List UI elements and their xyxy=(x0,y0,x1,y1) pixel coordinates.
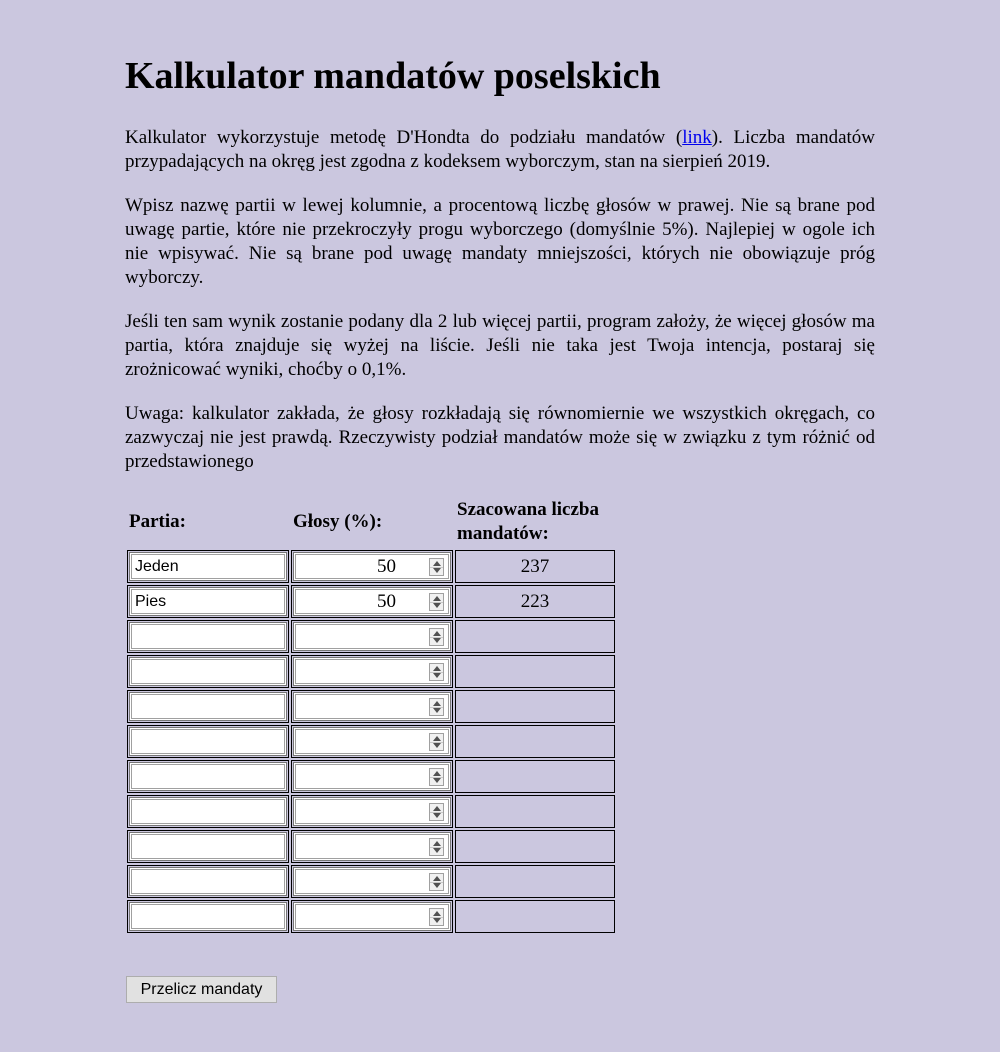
votes-cell xyxy=(291,900,453,933)
votes-cell xyxy=(291,585,453,618)
votes-cell xyxy=(291,760,453,793)
votes-cell xyxy=(291,550,453,583)
votes-cell xyxy=(291,690,453,723)
arrow-up-icon[interactable] xyxy=(433,841,441,846)
party-cell xyxy=(127,620,289,653)
party-name-input[interactable] xyxy=(129,762,287,791)
seats-result-cell xyxy=(455,900,615,933)
arrow-up-icon[interactable] xyxy=(433,736,441,741)
arrow-up-icon[interactable] xyxy=(433,561,441,566)
votes-number-input[interactable] xyxy=(293,622,451,651)
seats-result-cell xyxy=(455,620,615,653)
spinner-arrows-icon[interactable] xyxy=(429,803,444,821)
seats-result-cell xyxy=(455,655,615,688)
table-row xyxy=(127,550,615,583)
table-row xyxy=(127,690,615,723)
header-votes: Głosy (%): xyxy=(293,511,383,532)
table-header-row xyxy=(127,496,615,548)
seats-result-cell xyxy=(455,865,615,898)
arrow-down-icon[interactable] xyxy=(433,883,441,888)
table-row xyxy=(127,655,615,688)
arrow-up-icon[interactable] xyxy=(433,596,441,601)
spinner-arrows-icon[interactable] xyxy=(429,663,444,681)
spinner-arrows-icon[interactable] xyxy=(429,908,444,926)
spinner-arrows-icon[interactable] xyxy=(429,558,444,576)
party-name-input[interactable]: Pies xyxy=(129,587,287,616)
spinner-arrows-icon[interactable] xyxy=(429,873,444,891)
arrow-down-icon[interactable] xyxy=(433,603,441,608)
arrow-up-icon[interactable] xyxy=(433,806,441,811)
seats-result-cell xyxy=(455,760,615,793)
party-cell xyxy=(127,655,289,688)
votes-value: 50 xyxy=(377,555,396,577)
party-cell xyxy=(127,725,289,758)
party-name-input[interactable] xyxy=(129,692,287,721)
arrow-up-icon[interactable] xyxy=(433,701,441,706)
party-name-input[interactable] xyxy=(129,727,287,756)
party-name-input[interactable] xyxy=(129,902,287,931)
arrow-down-icon[interactable] xyxy=(433,638,441,643)
seats-result-cell xyxy=(455,690,615,723)
votes-cell xyxy=(291,830,453,863)
party-cell xyxy=(127,585,289,618)
intro-paragraph xyxy=(125,126,875,174)
spinner-arrows-icon[interactable] xyxy=(429,838,444,856)
seats-result-cell xyxy=(455,725,615,758)
arrow-up-icon[interactable] xyxy=(433,911,441,916)
votes-number-input[interactable] xyxy=(293,692,451,721)
calculate-button[interactable]: Przelicz mandaty xyxy=(126,976,277,1003)
votes-number-input[interactable] xyxy=(293,867,451,896)
arrow-down-icon[interactable] xyxy=(433,918,441,923)
party-cell xyxy=(127,900,289,933)
party-cell xyxy=(127,865,289,898)
arrow-down-icon[interactable] xyxy=(433,708,441,713)
party-name-input[interactable] xyxy=(129,797,287,826)
calculator-table xyxy=(125,494,617,935)
party-cell xyxy=(127,760,289,793)
arrow-down-icon[interactable] xyxy=(433,813,441,818)
ties-paragraph: Jeśli ten sam wynik zostanie podany dla 2 lub więcej partii, program założy, że więcej głosów ma partia, która znajduje się wyżej na liście. Jeśli nie taka jest Twoja intencja, postaraj się zrożnicować wyniki, choćby o 0,1%. xyxy=(125,311,875,380)
instructions-paragraph: Wpisz nazwę partii w lewej kolumnie, a procentową liczbę głosów w prawej. Nie są brane pod uwagę partie, które nie przekroczyły progu wyborczego (domyślnie 5%). Najlepiej w ogole ich nie wpisywać. Nie są brane pod uwagę mandaty mniejszości, których nie obowiązuje próg wyborczy. xyxy=(125,195,875,288)
arrow-down-icon[interactable] xyxy=(433,848,441,853)
table-row xyxy=(127,760,615,793)
votes-cell xyxy=(291,655,453,688)
table-row xyxy=(127,795,615,828)
table-row xyxy=(127,585,615,618)
spinner-arrows-icon[interactable] xyxy=(429,768,444,786)
votes-number-input[interactable] xyxy=(293,587,451,616)
votes-cell xyxy=(291,795,453,828)
warning-paragraph: Uwaga: kalkulator zakłada, że głosy rozkładają się równomiernie we wszystkich okręgach, co zazwyczaj nie jest prawdą. Rzeczywisty podział mandatów może się w związku z tym różnić od przedstawionego xyxy=(125,403,875,472)
party-cell xyxy=(127,830,289,863)
spinner-arrows-icon[interactable] xyxy=(429,733,444,751)
votes-number-input[interactable] xyxy=(293,727,451,756)
arrow-down-icon[interactable] xyxy=(433,743,441,748)
arrow-up-icon[interactable] xyxy=(433,631,441,636)
spinner-arrows-icon[interactable] xyxy=(429,593,444,611)
party-name-input[interactable]: Jeden xyxy=(129,552,287,581)
table-row xyxy=(127,725,615,758)
table-row xyxy=(127,865,615,898)
party-name-input[interactable] xyxy=(129,657,287,686)
intro-text-after-link: ). Liczba mandatów przypadających na okręg jest zgodna z kodeksem wyborczym, stan na sierpień 2019. xyxy=(125,127,876,172)
header-seats: Szacowana liczba mandatów: xyxy=(457,499,599,544)
arrow-down-icon[interactable] xyxy=(433,673,441,678)
table-row xyxy=(127,620,615,653)
seats-result-cell xyxy=(455,830,615,863)
votes-cell xyxy=(291,620,453,653)
arrow-up-icon[interactable] xyxy=(433,771,441,776)
seats-result-cell: 237 xyxy=(455,550,615,583)
arrow-up-icon[interactable] xyxy=(433,666,441,671)
arrow-up-icon[interactable] xyxy=(433,876,441,881)
arrow-down-icon[interactable] xyxy=(433,568,441,573)
party-name-input[interactable] xyxy=(129,832,287,861)
votes-value: 50 xyxy=(377,590,396,612)
votes-number-input[interactable] xyxy=(293,832,451,861)
party-cell xyxy=(127,795,289,828)
seats-result-cell: 223 xyxy=(455,585,615,618)
party-cell xyxy=(127,550,289,583)
votes-cell xyxy=(291,865,453,898)
spinner-arrows-icon[interactable] xyxy=(429,698,444,716)
votes-number-input[interactable] xyxy=(293,657,451,686)
dhondt-link[interactable]: link xyxy=(682,127,712,148)
spinner-arrows-icon[interactable] xyxy=(429,628,444,646)
table-row xyxy=(127,830,615,863)
party-cell xyxy=(127,690,289,723)
page-title: Kalkulator mandatów poselskich xyxy=(125,55,661,97)
votes-number-input[interactable] xyxy=(293,797,451,826)
table-row xyxy=(127,900,615,933)
seats-result-cell xyxy=(455,795,615,828)
votes-number-input[interactable] xyxy=(293,762,451,791)
votes-cell xyxy=(291,725,453,758)
votes-number-input[interactable] xyxy=(293,902,451,931)
intro-text-before-link: Kalkulator wykorzystuje metodę D'Hondta do podziału mandatów ( xyxy=(125,127,683,148)
header-party: Partia: xyxy=(129,511,186,532)
votes-number-input[interactable] xyxy=(293,552,451,581)
arrow-down-icon[interactable] xyxy=(433,778,441,783)
party-name-input[interactable] xyxy=(129,867,287,896)
party-name-input[interactable] xyxy=(129,622,287,651)
